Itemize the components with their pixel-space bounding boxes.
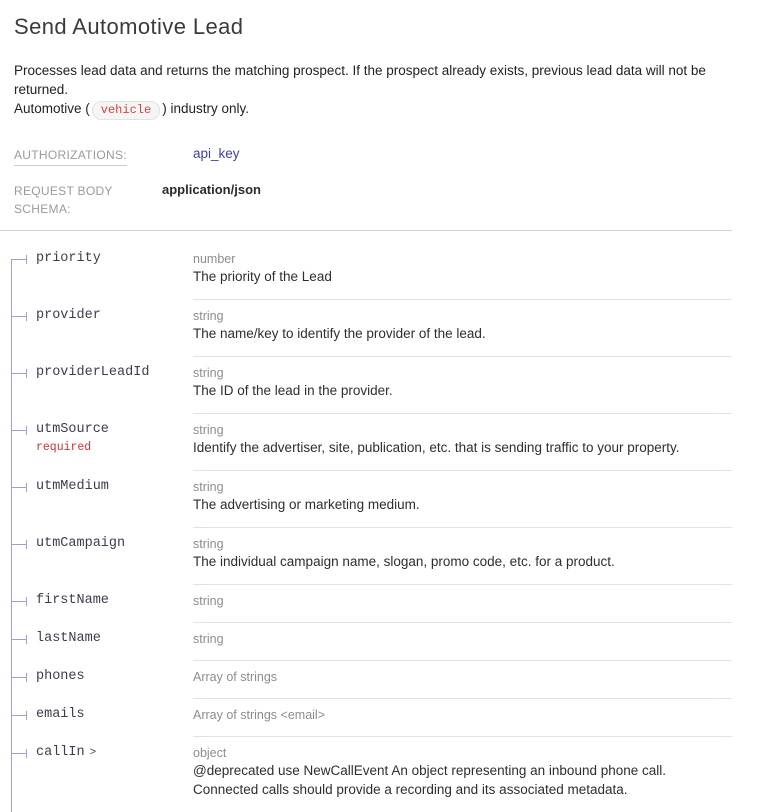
field-type: Array of strings xyxy=(193,670,278,684)
field-name-cell xyxy=(0,357,193,414)
field-description: The individual campaign name, slogan, promo code, etc. for a product. xyxy=(193,554,615,569)
description-line-1: Processes lead data and returns the matching prospect. If the prospect already exists, previous lead data will not be returned. xyxy=(14,63,706,97)
field-name-cell xyxy=(0,414,193,471)
field-name-utmCampaign: utmCampaign xyxy=(36,536,126,551)
schema-field-row xyxy=(0,623,732,661)
schema-field-row xyxy=(0,300,732,357)
field-type: string xyxy=(193,537,224,551)
field-name-cell xyxy=(0,243,193,300)
field-name-cell xyxy=(0,737,193,812)
field-detail-cell xyxy=(193,737,732,812)
schema-field-row xyxy=(0,699,732,737)
request-body-schema-label: REQUEST BODY SCHEMA: xyxy=(14,184,113,216)
field-detail-cell xyxy=(193,357,732,414)
field-name-providerLeadId: providerLeadId xyxy=(36,365,150,380)
field-name-cell xyxy=(0,300,193,357)
field-detail-cell xyxy=(193,243,732,300)
field-name-emails: emails xyxy=(36,707,85,722)
field-description: The advertising or marketing medium. xyxy=(193,497,420,512)
field-type: number xyxy=(193,252,236,266)
field-name-callIn[interactable]: callIn > xyxy=(36,745,97,760)
field-detail-cell xyxy=(193,699,732,737)
field-type: string xyxy=(193,423,224,437)
field-type: string xyxy=(193,632,224,646)
authorizations-row xyxy=(14,146,760,166)
field-detail-cell xyxy=(193,585,732,623)
schema-fields-table xyxy=(0,243,732,812)
field-detail-cell xyxy=(193,471,732,528)
api-key-link[interactable]: api_key xyxy=(193,146,240,161)
field-type: string xyxy=(193,366,224,380)
field-name-cell xyxy=(0,623,193,661)
schema-field-row xyxy=(0,661,732,699)
field-name-lastName: lastName xyxy=(36,631,101,646)
field-name-utmMedium: utmMedium xyxy=(36,479,109,494)
description-suffix: ) industry only. xyxy=(162,101,249,116)
field-name-priority: priority xyxy=(36,251,101,266)
field-description: The priority of the Lead xyxy=(193,269,332,284)
field-type: string xyxy=(193,480,224,494)
field-name-cell xyxy=(0,661,193,699)
field-detail-cell xyxy=(193,661,732,699)
schema-field-row xyxy=(0,414,732,471)
field-name-phones: phones xyxy=(36,669,85,684)
field-name-utmSource: utmSource xyxy=(36,422,109,437)
authorizations-label: AUTHORIZATIONS: xyxy=(14,148,127,166)
field-description: The name/key to identify the provider of the lead. xyxy=(193,326,486,341)
field-detail-cell xyxy=(193,414,732,471)
field-type: object xyxy=(193,746,227,760)
required-badge: required xyxy=(36,441,92,454)
schema-field-row xyxy=(0,243,732,300)
field-detail-cell xyxy=(193,623,732,661)
field-type: Array of strings <email> xyxy=(193,708,325,722)
field-description: The ID of the lead in the provider. xyxy=(193,383,393,398)
field-detail-cell xyxy=(193,528,732,585)
field-description: @deprecated use NewCallEvent An object representing an inbound phone call. Connected calls should provide a recording and its associated metadata. xyxy=(193,763,667,797)
field-detail-cell xyxy=(193,300,732,357)
content-type-value: application/json xyxy=(162,182,261,197)
schema-field-row xyxy=(0,585,732,623)
field-name-firstName: firstName xyxy=(36,593,109,608)
schema-field-row xyxy=(0,737,732,812)
field-name-cell xyxy=(0,471,193,528)
schema-field-row xyxy=(0,528,732,585)
field-name-cell xyxy=(0,699,193,737)
schema-field-row xyxy=(0,471,732,528)
field-type: string xyxy=(193,594,224,608)
schema-field-row xyxy=(0,357,732,414)
field-name-cell xyxy=(0,585,193,623)
field-name-provider: provider xyxy=(36,308,101,323)
description-line-2 xyxy=(14,99,745,120)
description-prefix: Automotive ( xyxy=(14,101,90,116)
field-name-cell xyxy=(0,528,193,585)
page-title: Send Automotive Lead xyxy=(14,14,244,39)
field-type: string xyxy=(193,309,224,323)
industry-code-badge: vehicle xyxy=(92,101,160,120)
request-body-schema-row xyxy=(0,182,732,231)
endpoint-description xyxy=(14,61,745,120)
field-description: Identify the advertiser, site, publication, etc. that is sending traffic to your property. xyxy=(193,440,680,455)
request-body-schema-label-cell xyxy=(14,182,162,218)
expand-chevron-icon[interactable]: > xyxy=(89,747,97,759)
authorizations-label-cell xyxy=(14,146,193,166)
